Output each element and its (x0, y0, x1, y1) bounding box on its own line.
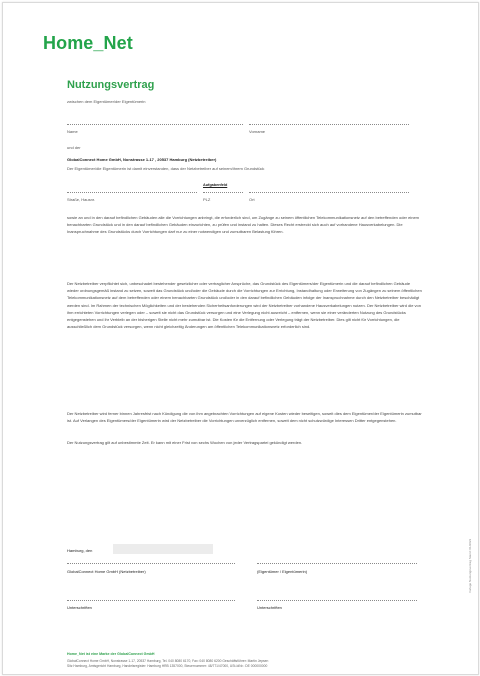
left-party-line (67, 563, 235, 564)
home-net-logo: Home_Net (43, 33, 133, 53)
right-party-label: (Eigentümer / Eigentümerin) (257, 569, 308, 574)
right-party-line (257, 563, 417, 564)
footer-line-2: Sitz Hamburg, Amtsgericht Hamburg, Handelsregister: Hamburg HRB 1357000, Steuernummer: 48/771/47000, USt-IdNr.: DE 000000000 (67, 664, 268, 668)
left-signature-label: Unterschriften (67, 605, 92, 610)
right-signature-label: Unterschriften (257, 605, 282, 610)
paragraph-4: Der Nutzungsvertrag gilt auf unbestimmte Zeit. Er kann mit einer Frist von sechs Wochen von jeder Vertragspartei gekündigt werden. (67, 440, 303, 445)
vorname-line (249, 124, 409, 125)
street-line (67, 192, 197, 193)
right-signature-line (257, 600, 417, 601)
plz-label: PLZ (203, 197, 211, 202)
left-signature-line (67, 600, 235, 601)
left-party-label: GlobalConnect Home GmbH (Netzbetreiber) (67, 569, 146, 574)
consent-text: Der Eigentümer/die Eigentümerin ist damit einverstanden, dass der Netzbetreiber auf seinem/ihrem Grundstück (67, 166, 265, 171)
footer-title: Home_Net ist eine Marke der GlobalConnect GmbH (67, 652, 155, 656)
name-label: Name (67, 129, 78, 134)
paragraph-1: sowie an und in den darauf befindlichen Gebäuden alle die Vorrichtungen anbringt, die erforderlich sind, um Zugänge zu seinem öffentlichen Telekommunikationsnetz auf den betreffenden oder einem benachbarten Grundstück und in den darauf befindlichen Gebäuden einzurichten, zu prüfen und instand zu halten. Dieses Recht erstreckt sich auch auf vorhandene Hausverkabelungen. Die Inanspruchnahme des Grundstücks durch Vorrichtungen darf nur zu einer notwendigen und zumutbaren Belastung führen. (67, 215, 420, 235)
paragraph-3: Der Netzbetreiber wird ferner binnen Jahresfrist nach Kündigung die von ihm angebrachten Vorrichtungen auf eigene Kosten wieder beseitigen, soweit dies dem Eigentümer/der Eigentümerin zumutbar ist. Auf Verlangen des Eigentümers/der Eigentümerin wird der Netzbetreiber die Vorrichtungen unverzüglich entfernen, soweit dem nicht schutzwürdige Interessen Dritter entgegenstehen. (67, 411, 422, 424)
side-version-text: Vorlage Nutzungsvertrag Stand: 01/2023 (468, 538, 472, 593)
document-page (2, 2, 479, 675)
document-title: Nutzungsvertrag (67, 79, 155, 91)
company-line: GlobalConnect Home GmbH, Nonstrasse 1-17 , 20537 Hamburg (Netzbetreiber) (67, 157, 217, 162)
street-label: Straße, Hausnr. (67, 197, 96, 202)
ort-label: Ort (249, 197, 255, 202)
date-field[interactable] (113, 544, 213, 554)
ort-line (249, 192, 409, 193)
document-subtitle: zwischen dem Eigentümer/der Eigentümerin (67, 99, 146, 104)
und-der-text: und der (67, 145, 81, 150)
vorname-label: Vorname (249, 129, 266, 134)
plz-note: Aufgabenfeld (203, 183, 228, 187)
paragraph-2: Der Netzbetreiber verpflichtet sich, unbeschadet bestehender gesetzlicher oder vertraglicher Ansprüche, das Grundstück des Eigentümers/der Eigentümerin und die darauf befindlichen Gebäude wieder ordnungsgemäß instand zu setzen, soweit das Grundstück und/oder die Gebäude durch die Vorrichtungen zur Errichtung, Instandhaltung oder Erweiterung von Zugängen zu seinem öffentlichen Telekommunikationsnetz auf dem betreffenden oder einem benachbarten Grundstück und/oder in den darauf befindlichen Gebäuden infolge der Inanspruchnahme durch den Netzbetreiber beschädigt werden sind. Im Rahmen der technischen Möglichkeiten und der bestehenden Sicherheitsanforderungen wird der Netzbetreiber vorhandene Hausverkabelungen nutzen. Der Netzbetreiber wird die von ihm errichteten Vorrichtungen verlegen oder – soweit sie nicht das Grundstück versorgen und eine Verlegung nicht ausreicht – entfernen, wenn sie einer veränderten Nutzung des Grundstücks entgegenstehen und ihr Verbleib an der bisherigen Stelle nicht mehr zumutbar ist. Die Kosten für die Entfernung oder Verlegung trägt der Netzbetreiber. Dies gilt nicht für Vorrichtungen, die ausschließlich dem Grundstück versorgen, wenn nicht gleichzeitig Änderungen am öffentlichen Telekommunikationsnetz erforderlich sind. (67, 281, 422, 330)
footer-line-1: GlobalConnect Home GmbH, Nonstrasse 1-17, 20537 Hamburg, Tel. 040 8080 6170, Fax: 040 8080 6200 Geschäftsführer: Martin Jepsen (67, 659, 269, 663)
plz-line (203, 192, 243, 193)
name-line (67, 124, 243, 125)
place-date-label: Hamburg, den (67, 548, 93, 553)
